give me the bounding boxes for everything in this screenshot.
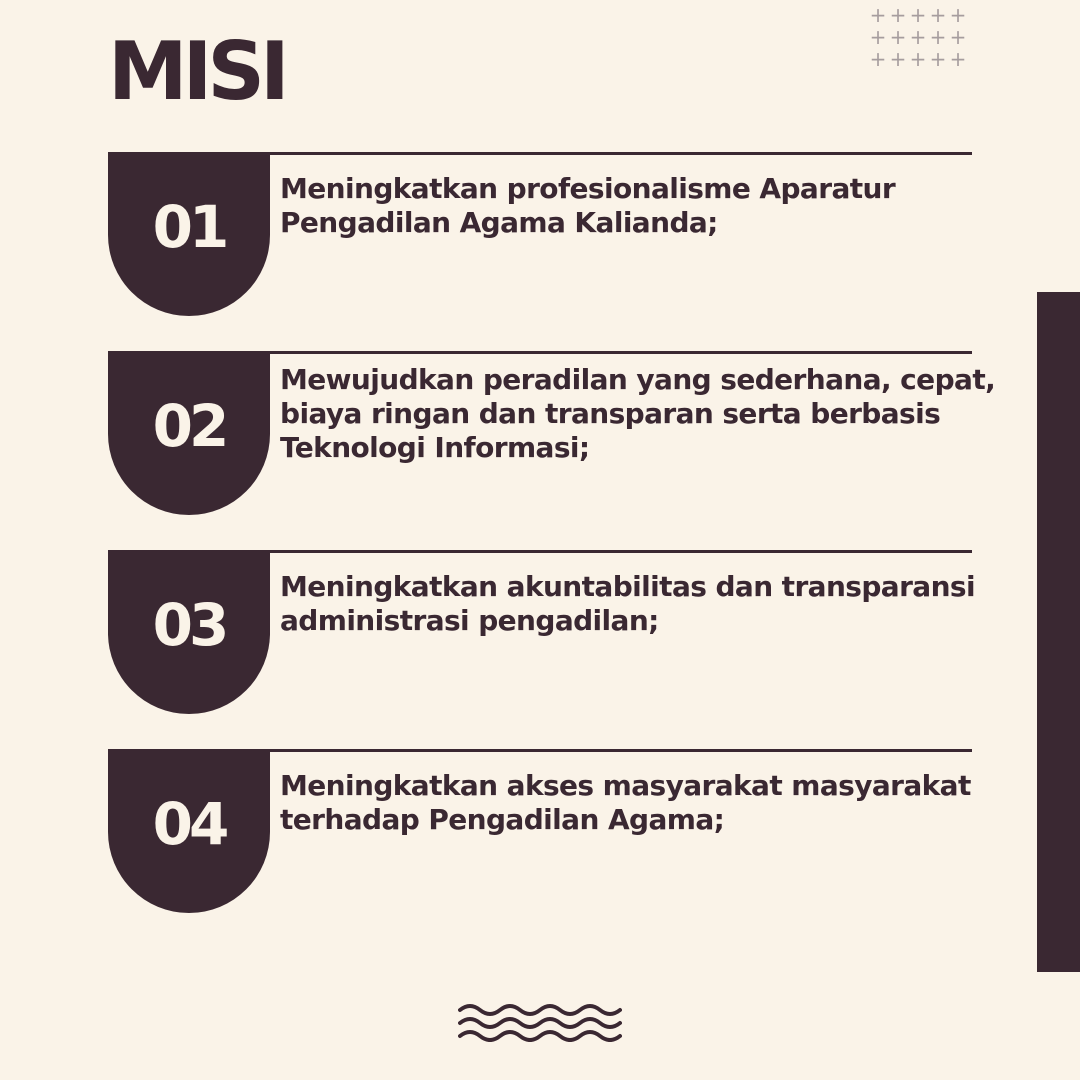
mission-text: Mewujudkan peradilan yang sederhana, cepat, biaya ringan dan transparan serta berbasis Teknologi Informasi; (280, 363, 996, 464)
plus-icon: + (889, 47, 907, 71)
plus-icon: + (949, 47, 967, 71)
divider-line (270, 550, 972, 553)
mission-text: Meningkatkan profesionalisme Aparatur Pengadilan Agama Kalianda; (280, 172, 896, 239)
wave-lines-icon (458, 1002, 622, 1042)
plus-icon: + (909, 25, 927, 49)
divider-line (270, 152, 972, 155)
badge-number: 02 (152, 392, 226, 460)
badge-number: 04 (152, 790, 226, 858)
plus-icon: + (929, 3, 947, 27)
plus-grid-decoration (868, 4, 968, 70)
plus-icon: + (909, 3, 927, 27)
plus-icon: + (929, 25, 947, 49)
number-badge (108, 351, 270, 515)
mission-item-01 (108, 152, 972, 318)
badge-number: 03 (152, 591, 226, 659)
page-title: MISI (108, 25, 285, 118)
mission-item-04 (108, 749, 972, 915)
mission-text: Meningkatkan akses masyarakat masyarakat terhadap Pengadilan Agama; (280, 769, 971, 836)
plus-icon: + (869, 25, 887, 49)
number-badge (108, 152, 270, 316)
right-accent-bar (1037, 292, 1080, 972)
divider-line (270, 749, 972, 752)
mission-item-03 (108, 550, 975, 716)
mission-item-02 (108, 351, 996, 517)
number-badge (108, 749, 270, 913)
plus-icon: + (889, 3, 907, 27)
badge-number: 01 (152, 193, 226, 261)
mission-text: Meningkatkan akuntabilitas dan transparansi administrasi pengadilan; (280, 570, 975, 637)
number-badge (108, 550, 270, 714)
plus-icon: + (869, 47, 887, 71)
divider-line (270, 351, 972, 354)
plus-icon: + (889, 25, 907, 49)
plus-icon: + (869, 3, 887, 27)
plus-icon: + (949, 25, 967, 49)
plus-icon: + (909, 47, 927, 71)
plus-icon: + (949, 3, 967, 27)
plus-icon: + (929, 47, 947, 71)
